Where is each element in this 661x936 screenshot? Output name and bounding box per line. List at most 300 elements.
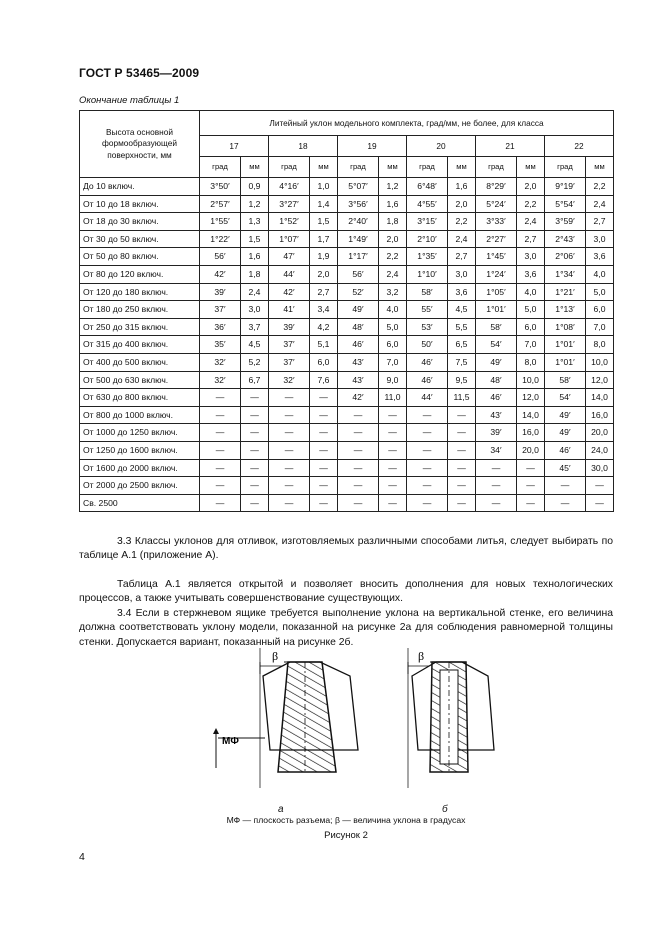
grad-cell: 46′	[407, 371, 448, 389]
grad-cell: 32′	[269, 371, 310, 389]
row-label: От 10 до 18 включ.	[80, 195, 200, 213]
grad-cell: 3°59′	[545, 213, 586, 231]
grad-cell: —	[269, 406, 310, 424]
mm-cell: 3,4	[310, 301, 338, 319]
table-row	[80, 195, 614, 213]
grad-cell: 39′	[200, 283, 241, 301]
mm-cell: —	[448, 424, 476, 442]
mm-cell: 3,6	[448, 283, 476, 301]
mm-cell: 7,0	[379, 353, 407, 371]
table-row	[80, 441, 614, 459]
mm-cell: 6,0	[379, 336, 407, 354]
mm-cell: 1,9	[310, 248, 338, 266]
mm-cell: 24,0	[586, 441, 614, 459]
grad-cell: 32′	[200, 353, 241, 371]
row-label: От 800 до 1000 включ.	[80, 406, 200, 424]
mm-cell: 7,6	[310, 371, 338, 389]
mm-cell: 1,6	[379, 195, 407, 213]
mm-cell: —	[310, 389, 338, 407]
grad-cell: 44′	[269, 265, 310, 283]
mm-cell: 2,2	[379, 248, 407, 266]
beta-symbol: β	[418, 649, 425, 663]
mm-cell: 8,0	[586, 336, 614, 354]
mm-cell: 9,5	[448, 371, 476, 389]
mm-cell: 1,3	[241, 213, 269, 231]
grad-cell: 3°33′	[476, 213, 517, 231]
mm-cell: 1,5	[310, 213, 338, 231]
unit-grad-header: град	[476, 157, 517, 178]
mm-cell: —	[379, 494, 407, 512]
grad-cell: 2°43′	[545, 230, 586, 248]
grad-cell: 42′	[269, 283, 310, 301]
mm-cell: 5,1	[310, 336, 338, 354]
grad-cell: 1°49′	[338, 230, 379, 248]
beta-symbol: β	[272, 649, 279, 663]
unit-grad-header: град	[269, 157, 310, 178]
row-label: От 1600 до 2000 включ.	[80, 459, 200, 477]
grad-cell: 53′	[407, 318, 448, 336]
mm-cell: 4,0	[517, 283, 545, 301]
figure-caption: Рисунок 2	[324, 830, 368, 841]
mm-cell: —	[448, 459, 476, 477]
grad-cell: —	[269, 477, 310, 495]
mm-cell: 2,7	[517, 230, 545, 248]
table-row	[80, 213, 614, 231]
document-header: ГОСТ Р 53465—2009	[79, 66, 200, 80]
unit-grad-header: град	[200, 157, 241, 178]
mm-cell: —	[310, 441, 338, 459]
grad-cell: —	[407, 424, 448, 442]
mm-cell: —	[241, 459, 269, 477]
mm-cell: 3,6	[586, 248, 614, 266]
grad-cell: 42′	[200, 265, 241, 283]
grad-cell: 36′	[200, 318, 241, 336]
grad-cell: —	[200, 459, 241, 477]
unit-mm-header: мм	[586, 157, 614, 178]
mm-cell: 8,0	[517, 353, 545, 371]
row-label: От 2000 до 2500 включ.	[80, 477, 200, 495]
mm-cell: 7,0	[517, 336, 545, 354]
row-label: От 400 до 500 включ.	[80, 353, 200, 371]
mm-cell: —	[517, 477, 545, 495]
grad-cell: 50′	[407, 336, 448, 354]
row-label: От 18 до 30 включ.	[80, 213, 200, 231]
mm-cell: 6,0	[517, 318, 545, 336]
grad-cell: 32′	[200, 371, 241, 389]
paragraph-text: 3.3 Классы уклонов для отливок, изготовляемых различными способами литья, следует выбирать по таблице А.1 (приложение А).	[79, 536, 613, 562]
row-label: От 120 до 180 включ.	[80, 283, 200, 301]
grad-cell: 39′	[476, 424, 517, 442]
mm-cell: —	[517, 459, 545, 477]
mm-cell: 12,0	[586, 371, 614, 389]
mm-cell: 4,2	[310, 318, 338, 336]
table-row	[80, 353, 614, 371]
mm-cell: 1,6	[241, 248, 269, 266]
mm-cell: 4,5	[448, 301, 476, 319]
row-label: От 250 до 315 включ.	[80, 318, 200, 336]
grad-cell: 1°01′	[476, 301, 517, 319]
grad-cell: 1°08′	[545, 318, 586, 336]
mm-cell: 7,0	[586, 318, 614, 336]
mm-cell: —	[586, 494, 614, 512]
mm-cell: 2,4	[241, 283, 269, 301]
paragraph-3-3	[79, 535, 613, 564]
figure-2b	[408, 648, 494, 788]
mm-cell: 1,2	[379, 178, 407, 196]
grad-cell: 9°19′	[545, 178, 586, 196]
mm-cell: 3,0	[241, 301, 269, 319]
grad-cell: —	[476, 494, 517, 512]
mm-cell: 10,0	[517, 371, 545, 389]
grad-cell: 5°24′	[476, 195, 517, 213]
mm-cell: 20,0	[517, 441, 545, 459]
grad-cell: —	[200, 494, 241, 512]
row-label: От 315 до 400 включ.	[80, 336, 200, 354]
table-row	[80, 424, 614, 442]
grad-cell: —	[338, 441, 379, 459]
mm-cell: 10,0	[586, 353, 614, 371]
mm-cell: 6,0	[586, 301, 614, 319]
mm-cell: 14,0	[517, 406, 545, 424]
mm-cell: 5,0	[517, 301, 545, 319]
mm-cell: 2,7	[586, 213, 614, 231]
table-row	[80, 265, 614, 283]
grad-cell: —	[476, 459, 517, 477]
mm-cell: —	[241, 441, 269, 459]
figure-label-b: б	[442, 804, 448, 815]
table-row	[80, 406, 614, 424]
grad-cell: 46′	[407, 353, 448, 371]
grad-cell: —	[269, 424, 310, 442]
grad-cell: 5°54′	[545, 195, 586, 213]
mm-cell: 1,4	[310, 195, 338, 213]
grad-cell: 2°06′	[545, 248, 586, 266]
mm-cell: —	[241, 494, 269, 512]
grad-cell: —	[407, 477, 448, 495]
grad-cell: —	[476, 477, 517, 495]
mm-cell: 3,6	[517, 265, 545, 283]
grad-cell: 1°21′	[545, 283, 586, 301]
grad-cell: 2°57′	[200, 195, 241, 213]
grad-cell: 5°07′	[338, 178, 379, 196]
table-row	[80, 336, 614, 354]
grad-cell: 49′	[476, 353, 517, 371]
grad-cell: 3°56′	[338, 195, 379, 213]
table-row	[80, 301, 614, 319]
class-header: 22	[545, 136, 614, 157]
mm-cell: 2,7	[310, 283, 338, 301]
mm-cell: —	[310, 424, 338, 442]
mm-cell: 1,8	[379, 213, 407, 231]
mm-cell: 2,0	[379, 230, 407, 248]
mm-cell: 20,0	[586, 424, 614, 442]
grad-cell: 52′	[338, 283, 379, 301]
unit-mm-header: мм	[310, 157, 338, 178]
grad-cell: —	[200, 389, 241, 407]
mm-cell: —	[379, 477, 407, 495]
grad-cell: —	[200, 406, 241, 424]
grad-cell: 42′	[338, 389, 379, 407]
row-label: От 50 до 80 включ.	[80, 248, 200, 266]
class-header: 21	[476, 136, 545, 157]
mm-cell: 2,2	[448, 213, 476, 231]
mm-cell: 4,5	[241, 336, 269, 354]
mm-cell: 16,0	[517, 424, 545, 442]
table-row	[80, 178, 614, 196]
grad-cell: 3°50′	[200, 178, 241, 196]
paragraph-text: 3.4 Если в стержневом ящике требуется выполнение уклона на вертикальной стенке, его величина должна соответствовать уклону модели, показанной на рисунке 2а для соблюдения равномерной толщины стенки. Допускается вариант, показанный на рисунке 2б.	[79, 608, 613, 648]
figure-label-a: а	[278, 804, 284, 815]
mm-cell: 6,0	[310, 353, 338, 371]
row-label: От 1250 до 1600 включ.	[80, 441, 200, 459]
grad-cell: 58′	[476, 318, 517, 336]
class-header: 17	[200, 136, 269, 157]
mm-cell: —	[310, 459, 338, 477]
grad-cell: 49′	[338, 301, 379, 319]
figure-2-drawing	[200, 640, 510, 800]
grad-cell: —	[269, 389, 310, 407]
row-label: Св. 2500	[80, 494, 200, 512]
class-header: 20	[407, 136, 476, 157]
grad-cell: 47′	[269, 248, 310, 266]
grad-cell: 2°27′	[476, 230, 517, 248]
table-row	[80, 389, 614, 407]
grad-cell: 2°40′	[338, 213, 379, 231]
mm-cell: —	[517, 494, 545, 512]
grad-cell: 2°10′	[407, 230, 448, 248]
grad-cell: 4°16′	[269, 178, 310, 196]
mm-cell: 2,4	[586, 195, 614, 213]
paragraph-table-a1	[79, 578, 613, 607]
mm-cell: 2,0	[448, 195, 476, 213]
table-caption: Окончание таблицы 1	[79, 95, 180, 106]
grad-cell: 3°27′	[269, 195, 310, 213]
mm-cell: 2,4	[379, 265, 407, 283]
grad-cell: 1°55′	[200, 213, 241, 231]
mm-cell: 6,7	[241, 371, 269, 389]
grad-cell: 34′	[476, 441, 517, 459]
table-row	[80, 494, 614, 512]
mm-cell: 4,0	[586, 265, 614, 283]
mf-label: МФ	[222, 736, 239, 747]
mm-cell: 7,5	[448, 353, 476, 371]
row-label: От 1000 до 1250 включ.	[80, 424, 200, 442]
mm-cell: 0,9	[241, 178, 269, 196]
mm-cell: 1,5	[241, 230, 269, 248]
row-label: От 180 до 250 включ.	[80, 301, 200, 319]
unit-mm-header: мм	[517, 157, 545, 178]
grad-cell: 49′	[545, 424, 586, 442]
table-row	[80, 459, 614, 477]
grad-cell: 56′	[200, 248, 241, 266]
page-number: 4	[79, 851, 85, 863]
mm-cell: 12,0	[517, 389, 545, 407]
grad-cell: 1°17′	[338, 248, 379, 266]
mm-cell: —	[379, 459, 407, 477]
grad-cell: 56′	[338, 265, 379, 283]
grad-cell: 4°55′	[407, 195, 448, 213]
table-row	[80, 318, 614, 336]
grad-cell: —	[407, 494, 448, 512]
grad-cell: 58′	[407, 283, 448, 301]
mm-cell: —	[379, 441, 407, 459]
mm-cell: 4,0	[379, 301, 407, 319]
mm-cell: 11,5	[448, 389, 476, 407]
mm-cell: 2,2	[586, 178, 614, 196]
mm-cell: 2,0	[310, 265, 338, 283]
table-row	[80, 283, 614, 301]
mm-cell: —	[379, 424, 407, 442]
mm-cell: 16,0	[586, 406, 614, 424]
unit-mm-header: мм	[379, 157, 407, 178]
mm-cell: 6,5	[448, 336, 476, 354]
mm-cell: 3,7	[241, 318, 269, 336]
row-label: От 630 до 800 включ.	[80, 389, 200, 407]
mm-cell: —	[241, 389, 269, 407]
mm-cell: 2,4	[517, 213, 545, 231]
super-header: Литейный уклон модельного комплекта, град/мм, не более, для класса	[200, 111, 614, 136]
unit-grad-header: град	[407, 157, 448, 178]
unit-mm-header: мм	[448, 157, 476, 178]
grad-cell: 43′	[476, 406, 517, 424]
mm-cell: 3,0	[517, 248, 545, 266]
grad-cell: 1°13′	[545, 301, 586, 319]
table-row	[80, 371, 614, 389]
mm-cell: —	[448, 494, 476, 512]
grad-cell: —	[269, 459, 310, 477]
grad-cell: —	[338, 424, 379, 442]
class-header: 18	[269, 136, 338, 157]
grad-cell: 8°29′	[476, 178, 517, 196]
mm-cell: 2,7	[448, 248, 476, 266]
mm-cell: —	[448, 477, 476, 495]
grad-cell: —	[545, 494, 586, 512]
mm-cell: 2,0	[517, 178, 545, 196]
grad-cell: 45′	[545, 459, 586, 477]
mm-cell: —	[241, 406, 269, 424]
grad-cell: 54′	[545, 389, 586, 407]
figure-legend: МФ — плоскость разъема; β — величина уклона в градусах	[226, 815, 466, 825]
grad-cell: 1°01′	[545, 353, 586, 371]
mm-cell: —	[448, 406, 476, 424]
mm-cell: —	[310, 477, 338, 495]
grad-cell: 39′	[269, 318, 310, 336]
grad-cell: —	[338, 477, 379, 495]
grad-cell: 1°07′	[269, 230, 310, 248]
mm-cell: 5,5	[448, 318, 476, 336]
mm-cell: —	[379, 406, 407, 424]
grad-cell: 1°34′	[545, 265, 586, 283]
grad-cell: —	[545, 477, 586, 495]
unit-grad-header: град	[545, 157, 586, 178]
grad-cell: 3°15′	[407, 213, 448, 231]
grad-cell: 1°22′	[200, 230, 241, 248]
mm-cell: 2,4	[448, 230, 476, 248]
grad-cell: 35′	[200, 336, 241, 354]
grad-cell: 37′	[200, 301, 241, 319]
grad-cell: 43′	[338, 371, 379, 389]
grad-cell: —	[269, 441, 310, 459]
mm-cell: 1,8	[241, 265, 269, 283]
mm-cell: 30,0	[586, 459, 614, 477]
mm-cell: 1,2	[241, 195, 269, 213]
grad-cell: 58′	[545, 371, 586, 389]
grad-cell: 54′	[476, 336, 517, 354]
mm-cell: —	[241, 424, 269, 442]
mm-cell: 1,7	[310, 230, 338, 248]
mm-cell: 5,2	[241, 353, 269, 371]
unit-mm-header: мм	[241, 157, 269, 178]
grad-cell: 44′	[407, 389, 448, 407]
grad-cell: 46′	[545, 441, 586, 459]
table-row	[80, 477, 614, 495]
grad-cell: 49′	[545, 406, 586, 424]
row-label: До 10 включ.	[80, 178, 200, 196]
grad-cell: 1°35′	[407, 248, 448, 266]
grad-cell: 46′	[476, 389, 517, 407]
unit-grad-header: град	[338, 157, 379, 178]
mm-cell: 5,0	[586, 283, 614, 301]
grad-cell: —	[200, 477, 241, 495]
mm-cell: 9,0	[379, 371, 407, 389]
grad-cell: —	[338, 494, 379, 512]
grad-cell: 6°48′	[407, 178, 448, 196]
grad-cell: —	[407, 406, 448, 424]
mm-cell: —	[241, 477, 269, 495]
grad-cell: —	[338, 406, 379, 424]
mm-cell: 5,0	[379, 318, 407, 336]
paragraph-text: Таблица А.1 является открытой и позволяет вносить дополнения для новых технологических процессов, а также учитывать совершенствование существующих.	[79, 579, 613, 605]
slope-table	[79, 110, 614, 512]
row-header: Высота основной формообразующей поверхности, мм	[80, 111, 200, 178]
grad-cell: 1°05′	[476, 283, 517, 301]
figure-2a	[213, 648, 358, 788]
mm-cell: —	[448, 441, 476, 459]
mm-cell: —	[310, 406, 338, 424]
grad-cell: 37′	[269, 353, 310, 371]
grad-cell: —	[200, 441, 241, 459]
mm-cell: —	[586, 477, 614, 495]
row-label: От 30 до 50 включ.	[80, 230, 200, 248]
mm-cell: 3,2	[379, 283, 407, 301]
grad-cell: 1°24′	[476, 265, 517, 283]
grad-cell: 1°45′	[476, 248, 517, 266]
grad-cell: —	[407, 459, 448, 477]
grad-cell: 41′	[269, 301, 310, 319]
row-label: От 80 до 120 включ.	[80, 265, 200, 283]
class-header: 19	[338, 136, 407, 157]
grad-cell: 55′	[407, 301, 448, 319]
grad-cell: —	[269, 494, 310, 512]
grad-cell: 43′	[338, 353, 379, 371]
grad-cell: 46′	[338, 336, 379, 354]
mm-cell: 1,6	[448, 178, 476, 196]
grad-cell: —	[338, 459, 379, 477]
mm-cell: 3,0	[586, 230, 614, 248]
grad-cell: —	[407, 441, 448, 459]
grad-cell: 1°10′	[407, 265, 448, 283]
row-label: От 500 до 630 включ.	[80, 371, 200, 389]
mm-cell: 2,2	[517, 195, 545, 213]
grad-cell: 37′	[269, 336, 310, 354]
grad-cell: —	[200, 424, 241, 442]
mm-cell: 1,0	[310, 178, 338, 196]
grad-cell: 48′	[338, 318, 379, 336]
grad-cell: 1°01′	[545, 336, 586, 354]
mm-cell: 11,0	[379, 389, 407, 407]
grad-cell: 1°52′	[269, 213, 310, 231]
table-row	[80, 230, 614, 248]
